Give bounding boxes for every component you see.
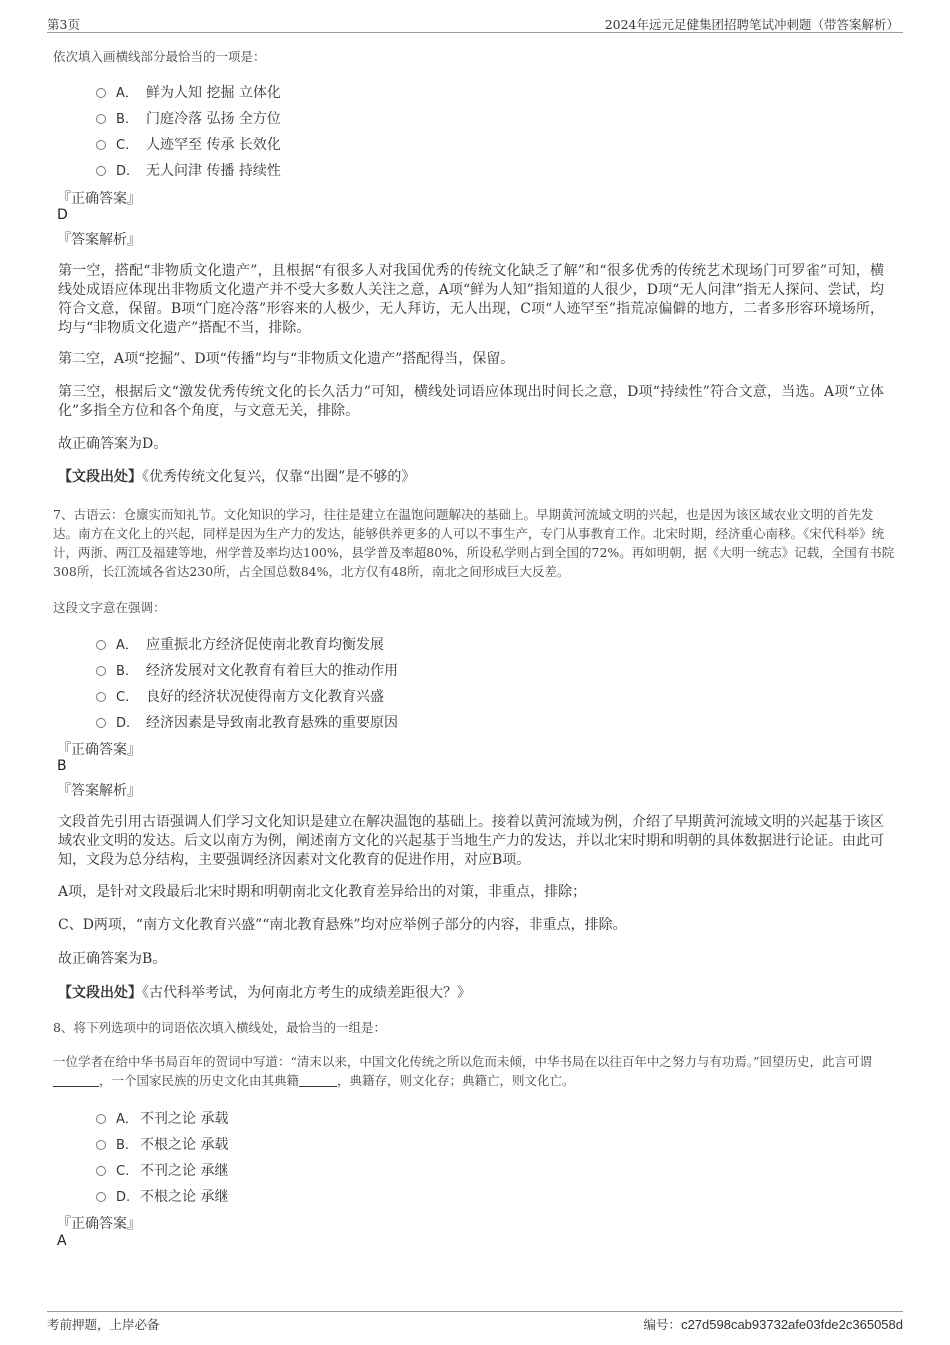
q6-option-c[interactable]: C. 人迹罕至 传承 长效化 <box>96 134 281 154</box>
q6-answer: D <box>57 207 68 223</box>
document-title: 2024年远元足健集团招聘笔试冲刺题（带答案解析） <box>604 17 899 32</box>
q8-passage: 一位学者在给中华书局百年的贺词中写道：“清末以来，中国文化传统之所以危而未倾，中华书局在以往百年中之努力与有功焉。”回望历史，此言可谓，一个国家民族的历史文化由其典籍 ，典籍存，则文化存；典籍亡，则文化亡。 <box>53 1054 873 1088</box>
q6-source <box>58 468 884 487</box>
q6-source-title: 《优秀传统文化复兴，仅靠“出圈”是不够的》 <box>142 469 416 485</box>
q7-analysis-3: C、D两项，“南方文化教育兴盛”“南北教育悬殊”均对应举例子部分的内容，非重点，排除。 <box>58 917 627 933</box>
q6-source-label: 【文段出处】 <box>58 469 142 485</box>
q8-option-d[interactable]: D. 不根之论 承继 <box>96 1186 228 1206</box>
q7-source-title: 《古代科举考试，为何南北方考生的成绩差距很大？》 <box>142 985 471 1001</box>
q6-option-a[interactable]: A． 鲜为人知 挖掘 立体化 <box>96 82 281 102</box>
page-header <box>47 14 903 33</box>
radio-icon[interactable] <box>96 1140 106 1150</box>
q8-answer: A <box>57 1233 67 1249</box>
q7-analysis-2: A项，是针对文段最后北宋时期和明朝南北文化教育差异给出的对策，非重点，排除； <box>58 884 587 900</box>
q7-analysis-4: 故正确答案为B。 <box>58 951 167 967</box>
blank-1 <box>53 1073 99 1087</box>
radio-icon[interactable] <box>96 640 106 650</box>
q8-answer-label: 『正确答案』 <box>57 1216 141 1232</box>
q6-analysis-1: 第一空，搭配“非物质文化遗产”，且根据“有很多人对我国优秀的传统文化缺乏了解”和“很多优秀的传统艺术现场门可罗雀”可知，横线处成语应体现出非物质文化遗产并不受大多数人关注之意，A项“鲜为人知”指知道的人很少，D项“无人问津”指无人探问、尝试，均符合文意，保留。B项“门庭冷落”形容来的人极少，无人拜访，无人出现，C项“人迹罕至”指荒凉偏僻的地方，二者多形容环境场所，均与“非物质文化遗产”搭配不当，排除。 <box>58 263 884 336</box>
q8-option-a[interactable]: A． 不刊之论 承载 <box>96 1108 228 1128</box>
q7-option-d[interactable]: D. 经济因素是导致南北教育悬殊的重要原因 <box>96 712 398 732</box>
q7-source <box>58 984 884 1003</box>
q7-option-b[interactable]: B. 经济发展对文化教育有着巨大的推动作用 <box>96 660 398 680</box>
radio-icon[interactable] <box>96 140 106 150</box>
blank-2 <box>299 1073 337 1087</box>
q6-analysis-2: 第二空，A项“挖掘”、D项“传播”均与“非物质文化遗产”搭配得当，保留。 <box>58 351 515 367</box>
radio-icon[interactable] <box>96 718 106 728</box>
q6-option-b[interactable]: B. 门庭冷落 弘扬 全方位 <box>96 108 281 128</box>
q6-option-d[interactable]: D. 无人问津 传播 持续性 <box>96 160 281 180</box>
q8-option-c[interactable]: C. 不刊之论 承继 <box>96 1160 228 1180</box>
q8-option-b[interactable]: B. 不根之论 承载 <box>96 1134 228 1154</box>
q7-answer: B <box>57 758 67 774</box>
radio-icon[interactable] <box>96 1192 106 1202</box>
radio-icon[interactable] <box>96 114 106 124</box>
q7-source-label: 【文段出处】 <box>58 985 142 1001</box>
q6-analysis-label: 『答案解析』 <box>57 232 141 248</box>
radio-icon[interactable] <box>96 692 106 702</box>
page-footer <box>47 1311 903 1334</box>
page-number: 第3页 <box>47 17 80 32</box>
q7-option-c[interactable]: C. 良好的经济状况使得南方文化教育兴盛 <box>96 686 384 706</box>
q6-answer-label: 『正确答案』 <box>57 191 141 207</box>
q8-prompt: 8、将下列选项中的词语依次填入横线处，最恰当的一组是： <box>53 1020 386 1035</box>
q6-prompt: 依次填入画横线部分最恰当的一项是： <box>53 49 266 64</box>
q7-passage: 7、古语云：仓廪实而知礼节。文化知识的学习，往往是建立在温饱问题解决的基础上。早期黄河流域文明的兴起，也是因为该区域农业文明的首先发达。南方在文化上的兴起，同样是因为生产力的发达，能够供养更多的人可以不事生产，专门从事教育工作。北宋时期，经济重心南移。《宋代科举》统计，两浙、两江及福建等地，州学普及率均达100%，县学普及率超80%，所设私学则占到全国的72%。再如明朝，据《大明一统志》记载，全国有书院308所，长江流域各省达230所，占全国总数84%，北方仅有48所，南北之间形成巨大反差。 <box>53 507 895 579</box>
radio-icon[interactable] <box>96 1166 106 1176</box>
q7-analysis-1: 文段首先引用古语强调人们学习文化知识是建立在解决温饱的基础上。接着以黄河流域为例，介绍了早期黄河流域文明的兴起基于该区域农业文明的发达。后文以南方为例，阐述南方文化的兴起基于当地生产力的发达，并以北宋时期和明朝的具体数据进行论证。由此可知，文段为总分结构，主要强调经济因素对文化教育的促进作用，对应B项。 <box>58 814 884 868</box>
q7-analysis-label: 『答案解析』 <box>57 783 141 799</box>
footer-slogan: 考前押题，上岸必备 <box>47 1317 160 1332</box>
radio-icon[interactable] <box>96 88 106 98</box>
q7-prompt: 这段文字意在强调： <box>53 600 166 615</box>
q7-answer-label: 『正确答案』 <box>57 742 141 758</box>
q6-analysis-3: 第三空，根据后文“激发优秀传统文化的长久活力”可知，横线处词语应体现出时间长之意，D项“持续性”符合文意，当选。A项“立体化”多指全方位和各个角度，与文意无关，排除。 <box>58 384 884 419</box>
radio-icon[interactable] <box>96 666 106 676</box>
q7-option-a[interactable]: A． 应重振北方经济促使南北教育均衡发展 <box>96 634 384 654</box>
radio-icon[interactable] <box>96 166 106 176</box>
q6-analysis-4: 故正确答案为D。 <box>58 436 168 452</box>
footer-code: 编号：c27d598cab93732afe03fde2c365058d <box>643 1317 903 1332</box>
radio-icon[interactable] <box>96 1114 106 1124</box>
